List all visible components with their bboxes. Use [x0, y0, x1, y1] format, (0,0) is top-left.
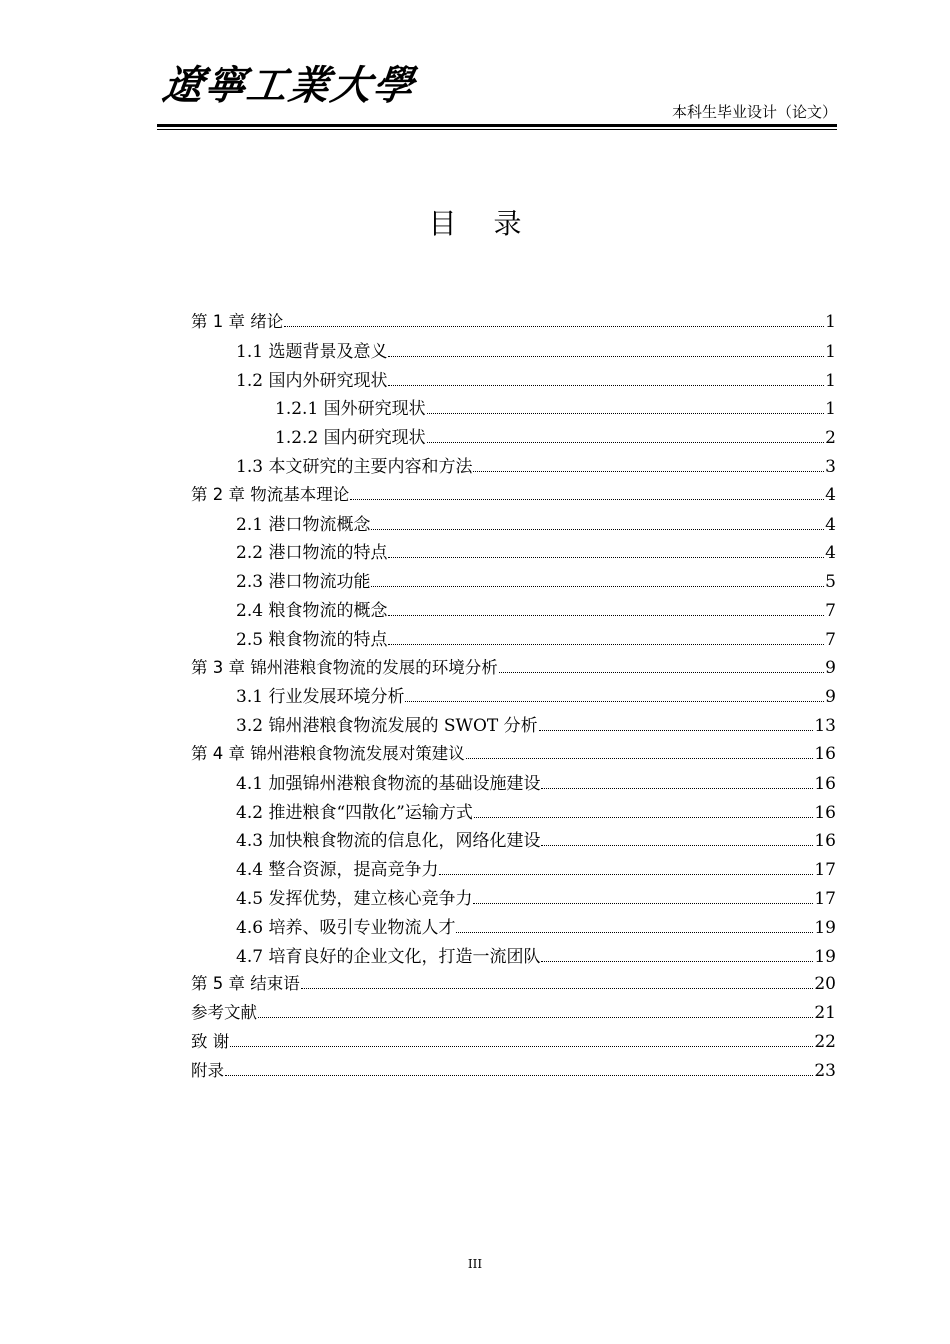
toc-entry[interactable]: [236, 884, 836, 912]
toc-entry-page: 23: [814, 1060, 836, 1081]
toc-leader-dots: [388, 556, 824, 558]
toc-entry-page: 1: [825, 312, 836, 332]
toc-leader-dots: [371, 585, 824, 587]
toc-entry[interactable]: [236, 682, 836, 710]
toc-leader-dots: [405, 700, 824, 702]
toc-entry-page: 19: [814, 946, 836, 967]
toc-entry[interactable]: [275, 394, 836, 422]
toc-entry-page: 1: [825, 370, 836, 391]
toc-entry-label: 2.4 粮食物流的概念: [236, 601, 388, 621]
toc-entry[interactable]: [236, 510, 836, 538]
toc-entry[interactable]: [236, 596, 836, 624]
toc-entry-label: 1.2 国内外研究现状: [236, 370, 388, 391]
toc-entry-page: 1: [825, 341, 836, 362]
toc-leader-dots: [499, 671, 824, 673]
toc-entry-page: 5: [825, 572, 836, 593]
toc-leader-dots: [456, 931, 813, 933]
toc-entry[interactable]: [236, 826, 836, 854]
toc-entry-label: 2.1 港口物流概念: [236, 514, 371, 535]
toc-entry-label: 致 谢: [191, 1032, 230, 1051]
toc-entry-label: 3.1 行业发展环境分析: [236, 687, 405, 708]
toc-entry[interactable]: [236, 452, 836, 480]
toc-leader-dots: [284, 325, 824, 327]
toc-leader-dots: [388, 614, 824, 616]
toc-leader-dots: [388, 355, 824, 357]
toc-entry[interactable]: [191, 999, 836, 1027]
toc-entry-page: 16: [814, 831, 836, 852]
toc-entry-label: 4.6 培养、吸引专业物流人才: [236, 917, 456, 938]
toc-entry[interactable]: [236, 798, 836, 826]
toc-leader-dots: [474, 816, 814, 818]
toc-entry[interactable]: [236, 337, 836, 365]
toc-entry[interactable]: [236, 538, 836, 566]
toc-leader-dots: [539, 729, 814, 731]
toc-entry-page: 4: [825, 514, 836, 535]
toc-entry[interactable]: [191, 970, 836, 998]
toc-entry[interactable]: [236, 366, 836, 394]
toc-leader-dots: [473, 902, 813, 904]
toc-entry[interactable]: [236, 711, 836, 739]
toc-entry[interactable]: [191, 308, 836, 336]
header-rule-thin: [157, 129, 837, 130]
toc-entry-page: 16: [814, 802, 836, 823]
toc-entry-label: 1.2.1 国外研究现状: [275, 399, 426, 420]
toc-entry-label: 3.2 锦州港粮食物流发展的 SWOT 分析: [236, 716, 538, 737]
toc-entry-label: 4.7 培育良好的企业文化，打造一流团队: [236, 946, 541, 967]
toc-entry-label: 1.1 选题背景及意义: [236, 341, 388, 362]
toc-entry[interactable]: [236, 769, 836, 797]
toc-entry-page: 17: [814, 860, 836, 881]
toc-entry-label: 第 4 章 锦州港粮食物流发展对策建议: [191, 744, 465, 763]
toc-leader-dots: [439, 873, 813, 875]
header-rule-thick: [157, 124, 837, 127]
toc-entry-label: 1.2.2 国内研究现状: [275, 428, 426, 449]
toc-entry-page: 13: [814, 716, 836, 737]
page-title: 目 录: [428, 207, 536, 240]
toc-entry-page: 20: [814, 974, 836, 995]
toc-leader-dots: [541, 844, 813, 846]
toc-entry[interactable]: [191, 481, 836, 509]
toc-entry-page: 21: [814, 1003, 836, 1024]
page-number: III: [467, 1257, 483, 1271]
toc-leader-dots: [541, 960, 813, 962]
toc-entry-label: 2.2 港口物流的特点: [236, 543, 388, 564]
toc-entry[interactable]: [236, 625, 836, 653]
toc-entry-page: 16: [814, 773, 836, 794]
toc-entry-label: 第 2 章 物流基本理论: [191, 484, 350, 504]
toc-entry[interactable]: [191, 740, 836, 768]
toc-entry[interactable]: [236, 567, 836, 595]
toc-leader-dots: [388, 643, 824, 645]
toc-entry-label: 第 5 章 结束语: [191, 974, 300, 994]
toc-entry-label: 第 1 章 绪论: [191, 312, 284, 331]
toc-entry-page: 19: [814, 917, 836, 938]
toc-leader-dots: [350, 498, 824, 500]
toc-entry-label: 第 3 章 锦州港粮食物流的发展的环境分析: [191, 657, 498, 677]
toc-entry-label: 2.5 粮食物流的特点: [236, 629, 388, 650]
toc-entry-label: 4.1 加强锦州港粮食物流的基础设施建设: [236, 773, 541, 794]
toc-entry-label: 4.5 发挥优势，建立核心竞争力: [236, 889, 473, 909]
university-logo: 遼寧工業大學: [159, 62, 419, 109]
toc-entry-label: 4.2 推进粮食“四散化”运输方式: [236, 802, 473, 823]
toc-leader-dots: [473, 470, 824, 472]
toc-entry-page: 4: [825, 543, 836, 564]
toc-entry-page: 17: [814, 889, 836, 909]
toc-leader-dots: [225, 1074, 813, 1076]
toc-entry-label: 4.4 整合资源，提高竞争力: [236, 860, 439, 881]
toc-leader-dots: [301, 987, 814, 989]
toc-entry-label: 附录: [191, 1060, 224, 1080]
toc-entry-page: 22: [814, 1032, 836, 1052]
toc-entry[interactable]: [275, 423, 836, 451]
toc-leader-dots: [258, 1016, 813, 1018]
toc-entry-page: 4: [825, 484, 836, 505]
toc-entry-label: 4.3 加快粮食物流的信息化，网络化建设: [236, 831, 541, 852]
toc-entry-page: 3: [825, 457, 836, 477]
toc-entry[interactable]: [236, 942, 836, 970]
toc-entry[interactable]: [191, 1057, 836, 1085]
toc-entry[interactable]: [191, 1028, 836, 1056]
toc-entry-page: 9: [825, 687, 836, 708]
toc-entry[interactable]: [236, 913, 836, 941]
toc-leader-dots: [427, 441, 825, 443]
toc-entry[interactable]: [236, 855, 836, 883]
toc-entry-page: 7: [825, 629, 836, 650]
toc-entry-page: 2: [825, 428, 836, 449]
toc-entry-page: 7: [825, 601, 836, 621]
toc-entry-label: 1.3 本文研究的主要内容和方法: [236, 457, 473, 477]
toc-leader-dots: [230, 1045, 813, 1047]
toc-entry-label: 2.3 港口物流功能: [236, 572, 371, 593]
toc-entry-page: 9: [825, 657, 836, 678]
header-label: 本科生毕业设计（论文）: [671, 103, 837, 121]
toc-leader-dots: [371, 528, 824, 530]
toc-entry-label: 参考文献: [191, 1003, 257, 1023]
toc-entry[interactable]: [191, 654, 836, 682]
toc-leader-dots: [541, 787, 813, 789]
toc-entry-page: 1: [825, 399, 836, 420]
toc-leader-dots: [427, 412, 825, 414]
toc-leader-dots: [466, 757, 814, 759]
toc-leader-dots: [388, 384, 824, 386]
toc-entry-page: 16: [814, 744, 836, 764]
